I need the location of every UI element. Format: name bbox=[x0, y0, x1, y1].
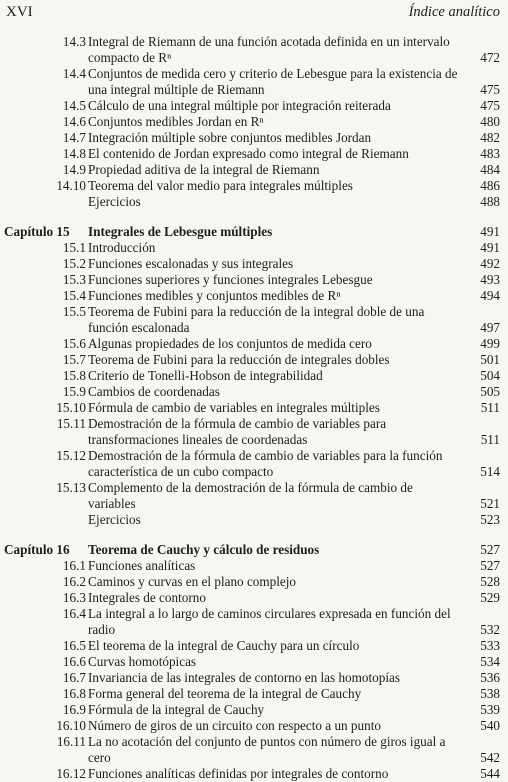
section-number: 16.2 bbox=[62, 574, 86, 589]
section-number: 16.3 bbox=[62, 590, 86, 605]
section-title: Teorema de Fubini para la reducción de la integral doble de una función escalonada bbox=[88, 304, 425, 335]
section-title: Invariancia de las integrales de contorno en las homotopías bbox=[88, 670, 400, 685]
section-page: 492 bbox=[480, 256, 500, 271]
toc-entry[interactable] bbox=[0, 256, 508, 272]
page-number: XVI bbox=[6, 4, 33, 20]
chapter-spacer bbox=[0, 528, 508, 542]
toc-entry[interactable] bbox=[0, 416, 508, 448]
section-title: Fórmula de la integral de Cauchy bbox=[88, 702, 265, 717]
toc-entry[interactable] bbox=[0, 384, 508, 400]
toc-entry[interactable] bbox=[0, 638, 508, 654]
section-number: 15.3 bbox=[62, 272, 86, 287]
toc-entry[interactable] bbox=[0, 66, 508, 98]
toc-entry[interactable] bbox=[0, 734, 508, 766]
chapter-heading bbox=[0, 542, 508, 558]
toc-entry[interactable] bbox=[0, 194, 508, 210]
section-page: 484 bbox=[480, 162, 500, 177]
section-number: 16.7 bbox=[62, 670, 86, 685]
section-page: 540 bbox=[480, 718, 500, 733]
section-title: Forma general del teorema de la integral de Cauchy bbox=[88, 686, 362, 701]
section-page: 488 bbox=[480, 194, 500, 209]
section-number: 14.6 bbox=[62, 114, 86, 129]
chapter-title: Teorema de Cauchy y cálculo de residuos bbox=[88, 542, 320, 557]
toc-entry[interactable] bbox=[0, 240, 508, 256]
toc-entry[interactable] bbox=[0, 670, 508, 686]
section-page: 480 bbox=[480, 114, 500, 129]
toc-entry[interactable] bbox=[0, 558, 508, 574]
section-title: Caminos y curvas en el plano complejo bbox=[88, 574, 297, 589]
section-page: 533 bbox=[480, 638, 500, 653]
section-title: La integral a lo largo de caminos circulares expresada en función del radio bbox=[88, 606, 451, 637]
toc-entry[interactable] bbox=[0, 178, 508, 194]
section-title: Funciones superiores y funciones integrales Lebesgue bbox=[88, 272, 373, 287]
section-number: 16.9 bbox=[62, 702, 86, 717]
section-number: 16.6 bbox=[62, 654, 86, 669]
toc-entry[interactable] bbox=[0, 766, 508, 782]
section-number: 16.8 bbox=[62, 686, 86, 701]
section-page: 521 bbox=[480, 496, 500, 511]
page-header bbox=[6, 4, 500, 24]
section-title: Teorema de Fubini para la reducción de integrales dobles bbox=[88, 352, 390, 367]
section-number: 15.6 bbox=[62, 336, 86, 351]
section-page: 486 bbox=[480, 178, 500, 193]
section-page: 475 bbox=[480, 98, 500, 113]
toc-entry[interactable] bbox=[0, 146, 508, 162]
section-page: 475 bbox=[480, 82, 500, 97]
section-number: 15.4 bbox=[62, 288, 86, 303]
section-number: 14.10 bbox=[56, 178, 86, 193]
chapter-page: 527 bbox=[480, 542, 500, 557]
section-number: 15.5 bbox=[62, 304, 86, 319]
section-page: 505 bbox=[480, 384, 500, 399]
section-page: 528 bbox=[480, 574, 500, 589]
section-title: Integrales de contorno bbox=[88, 590, 206, 605]
section-title: Cambios de coordenadas bbox=[88, 384, 220, 399]
section-number: 15.12 bbox=[56, 448, 86, 463]
section-number: 15.10 bbox=[56, 400, 86, 415]
section-number: 14.8 bbox=[62, 146, 86, 161]
toc-entry[interactable] bbox=[0, 162, 508, 178]
section-page: 493 bbox=[480, 272, 500, 287]
section-title: Propiedad aditiva de la integral de Riemann bbox=[88, 162, 320, 177]
section-number: 16.4 bbox=[62, 606, 86, 621]
section-page: 534 bbox=[480, 654, 500, 669]
toc-entry[interactable] bbox=[0, 702, 508, 718]
section-title: Introducción bbox=[88, 240, 156, 255]
section-page: 536 bbox=[480, 670, 500, 685]
section-number: 15.9 bbox=[62, 384, 86, 399]
toc-entry[interactable] bbox=[0, 718, 508, 734]
section-number: 14.9 bbox=[62, 162, 86, 177]
section-number: 15.7 bbox=[62, 352, 86, 367]
section-title: Funciones escalonadas y sus integrales bbox=[88, 256, 294, 271]
toc-entry[interactable] bbox=[0, 448, 508, 480]
section-page: 527 bbox=[480, 558, 500, 573]
toc-entry[interactable] bbox=[0, 574, 508, 590]
section-title: Número de giros de un circuito con respecto a un punto bbox=[88, 718, 381, 733]
chapter-label: Capítulo 15 bbox=[4, 224, 70, 239]
section-number: 15.2 bbox=[62, 256, 86, 271]
section-page: 511 bbox=[480, 400, 500, 415]
running-title: Índice analítico bbox=[408, 4, 500, 20]
section-page: 544 bbox=[480, 766, 500, 781]
chapter-label: Capítulo 16 bbox=[4, 542, 70, 557]
toc-entry[interactable] bbox=[0, 272, 508, 288]
toc-entry[interactable] bbox=[0, 400, 508, 416]
toc-entry[interactable] bbox=[0, 686, 508, 702]
section-number: 16.1 bbox=[62, 558, 86, 573]
section-number: 16.11 bbox=[56, 734, 86, 749]
toc-entry[interactable] bbox=[0, 512, 508, 528]
section-page: 538 bbox=[480, 686, 500, 701]
section-page: 483 bbox=[480, 146, 500, 161]
section-number: 16.5 bbox=[62, 638, 86, 653]
chapter-spacer bbox=[0, 210, 508, 224]
section-page: 514 bbox=[480, 464, 500, 479]
section-number: 15.11 bbox=[56, 416, 86, 431]
section-page: 511 bbox=[480, 432, 500, 447]
toc-entry[interactable] bbox=[0, 352, 508, 368]
chapter-heading bbox=[0, 224, 508, 240]
section-title: Ejercicios bbox=[88, 512, 141, 527]
section-title: Cálculo de una integral múltiple por integración reiterada bbox=[88, 98, 391, 113]
section-page: 494 bbox=[480, 288, 500, 303]
section-title: Curvas homotópicas bbox=[88, 654, 197, 669]
chapter-title: Integrales de Lebesgue múltiples bbox=[88, 224, 273, 239]
toc-entry[interactable] bbox=[0, 34, 508, 66]
section-number: 14.7 bbox=[62, 130, 86, 145]
section-title: Teorema del valor medio para integrales múltiples bbox=[88, 178, 353, 193]
section-title: Fórmula de cambio de variables en integrales múltiples bbox=[88, 400, 380, 415]
section-page: 539 bbox=[480, 702, 500, 717]
section-number: 16.10 bbox=[56, 718, 86, 733]
table-of-contents bbox=[0, 34, 508, 782]
section-number: 15.13 bbox=[56, 480, 86, 495]
section-title: El teorema de la integral de Cauchy para un círculo bbox=[88, 638, 360, 653]
section-title: El contenido de Jordan expresado como integral de Riemann bbox=[88, 146, 409, 161]
section-page: 532 bbox=[480, 622, 500, 637]
section-title: Conjuntos de medida cero y criterio de Lebesgue para la existencia de una integral múltiple de Riemann bbox=[88, 66, 458, 97]
toc-entry[interactable] bbox=[0, 304, 508, 336]
section-title: La no acotación del conjunto de puntos con número de giros igual a cero bbox=[88, 734, 446, 765]
section-title: Funciones medibles y conjuntos medibles de Rⁿ bbox=[88, 288, 341, 303]
section-title: Conjuntos medibles Jordan en Rⁿ bbox=[88, 114, 264, 129]
toc-entry[interactable] bbox=[0, 590, 508, 606]
toc-entry[interactable] bbox=[0, 114, 508, 130]
toc-entry[interactable] bbox=[0, 130, 508, 146]
section-number: 16.12 bbox=[56, 766, 86, 781]
toc-entry[interactable] bbox=[0, 480, 508, 512]
section-page: 491 bbox=[480, 240, 500, 255]
section-page: 542 bbox=[480, 750, 500, 765]
section-title: Integración múltiple sobre conjuntos medibles Jordan bbox=[88, 130, 372, 145]
section-page: 523 bbox=[480, 512, 500, 527]
toc-entry[interactable] bbox=[0, 98, 508, 114]
section-page: 504 bbox=[480, 368, 500, 383]
section-title: Criterio de Tonelli-Hobson de integrabilidad bbox=[88, 368, 323, 383]
toc-entry[interactable] bbox=[0, 288, 508, 304]
section-title: Funciones analíticas bbox=[88, 558, 196, 573]
toc-entry[interactable] bbox=[0, 654, 508, 670]
section-number: 14.3 bbox=[62, 34, 86, 49]
section-title: Complemento de la demostración de la fórmula de cambio de variables bbox=[88, 480, 413, 511]
section-number: 14.4 bbox=[62, 66, 86, 81]
section-title: Ejercicios bbox=[88, 194, 141, 209]
section-page: 497 bbox=[480, 320, 500, 335]
section-page: 472 bbox=[480, 50, 500, 65]
section-title: Integral de Riemann de una función acotada definida en un intervalo compacto de Rⁿ bbox=[88, 34, 450, 65]
chapter-page: 491 bbox=[480, 224, 500, 239]
section-title: Algunas propiedades de los conjuntos de medida cero bbox=[88, 336, 372, 351]
section-page: 499 bbox=[480, 336, 500, 351]
section-page: 501 bbox=[480, 352, 500, 367]
toc-entry[interactable] bbox=[0, 606, 508, 638]
section-page: 482 bbox=[480, 130, 500, 145]
section-title: Demostración de la fórmula de cambio de variables para la función característica de un cubo compacto bbox=[88, 448, 443, 479]
section-number: 14.5 bbox=[62, 98, 86, 113]
toc-entry[interactable] bbox=[0, 368, 508, 384]
section-title: Funciones analíticas definidas por integrales de contorno bbox=[88, 766, 389, 781]
section-page: 529 bbox=[480, 590, 500, 605]
toc-entry[interactable] bbox=[0, 336, 508, 352]
section-title: Demostración de la fórmula de cambio de variables para transformaciones lineales de coordenadas bbox=[88, 416, 387, 447]
section-number: 15.1 bbox=[62, 240, 86, 255]
section-number: 15.8 bbox=[62, 368, 86, 383]
